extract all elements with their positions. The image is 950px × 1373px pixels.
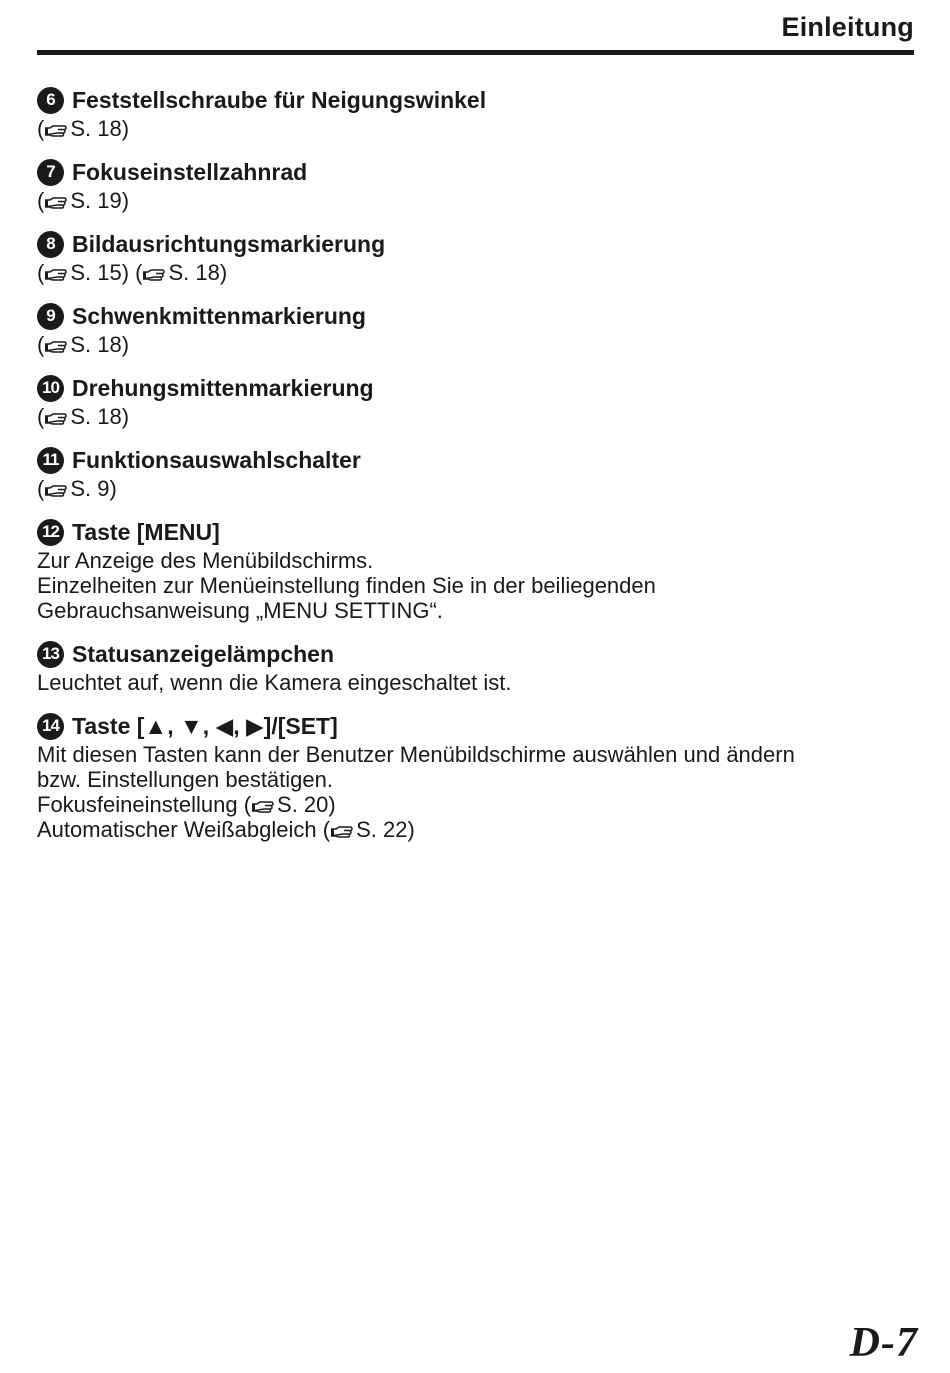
reference-text: S. 18 [70, 332, 122, 357]
item-description: Leuchtet auf, wenn die Kamera eingeschaltet ist. [37, 670, 512, 695]
page-reference: ( S. 15) ( S. 18) [37, 260, 228, 285]
section-title: Einleitung [781, 12, 914, 42]
item-title: Taste [MENU] [72, 519, 220, 545]
list-item [37, 228, 890, 285]
reference-text: S. 18 [70, 116, 122, 141]
item-description: Mit diesen Tasten kann der Benutzer Menübildschirme auswählen und ändern bzw. Einstellungen bestätigen. Fokusfeineinstellung ( S. 20) Automatischer Weißabgleich ( S. 22) [37, 742, 890, 842]
item-number-badge: 7 [37, 159, 64, 186]
page-reference: ( S. 18) [37, 404, 130, 429]
reference-text: S. 9 [70, 476, 110, 501]
item-title: Schwenkmittenmarkierung [72, 303, 366, 329]
page-reference: ( S. 19) [37, 188, 130, 213]
pointing-hand-icon [44, 124, 68, 138]
item-number-badge: 9 [37, 303, 64, 330]
item-number-badge: 12 [37, 519, 64, 546]
item-number-badge: 10 [37, 375, 64, 402]
item-title: Bildausrichtungsmarkierung [72, 231, 386, 257]
item-title: Feststellschraube für Neigungswinkel [72, 87, 487, 113]
item-list [37, 84, 890, 857]
list-item [37, 444, 890, 501]
item-title: Funktionsauswahlschalter [72, 447, 361, 473]
item-title: Drehungsmittenmarkierung [72, 375, 374, 401]
item-number-badge: 11 [37, 447, 64, 474]
page-reference: ( S. 9) [37, 476, 117, 501]
pointing-hand-icon [44, 196, 68, 210]
reference-line: Fokusfeineinstellung ( S. 20) [37, 792, 336, 817]
item-number-badge: 14 [37, 713, 64, 740]
item-title: Fokuseinstellzahnrad [72, 159, 308, 185]
page-number: D-7 [849, 1320, 918, 1366]
item-number-badge: 6 [37, 87, 64, 114]
pointing-hand-icon [330, 825, 354, 839]
page-reference: ( S. 18) [37, 116, 130, 141]
item-title: Taste [▲, ▼, ◀, ▶]/[SET] [72, 713, 338, 739]
pointing-hand-icon [251, 800, 275, 814]
list-item [37, 516, 890, 623]
list-item [37, 372, 890, 429]
reference-text: S. 18 [168, 260, 220, 285]
reference-text: S. 19 [70, 188, 122, 213]
reference-text: S. 18 [70, 404, 122, 429]
pointing-hand-icon [44, 484, 68, 498]
item-number-badge: 8 [37, 231, 64, 258]
list-item [37, 156, 890, 213]
header-divider [37, 50, 914, 55]
list-item [37, 638, 890, 695]
pointing-hand-icon [44, 412, 68, 426]
item-title: Statusanzeigelämpchen [72, 641, 335, 667]
pointing-hand-icon [44, 340, 68, 354]
list-item [37, 710, 890, 842]
page-reference: ( S. 18) [37, 332, 130, 357]
item-description: Zur Anzeige des Menübildschirms. Einzelheiten zur Menüeinstellung finden Sie in der beiliegenden Gebrauchsanweisung „MENU SETTING“. [37, 548, 656, 623]
item-number-badge: 13 [37, 641, 64, 668]
reference-line: Automatischer Weißabgleich ( S. 22) [37, 817, 415, 842]
reference-text: S. 15 [70, 260, 122, 285]
pointing-hand-icon [142, 268, 166, 282]
list-item [37, 300, 890, 357]
pointing-hand-icon [44, 268, 68, 282]
list-item [37, 84, 890, 141]
